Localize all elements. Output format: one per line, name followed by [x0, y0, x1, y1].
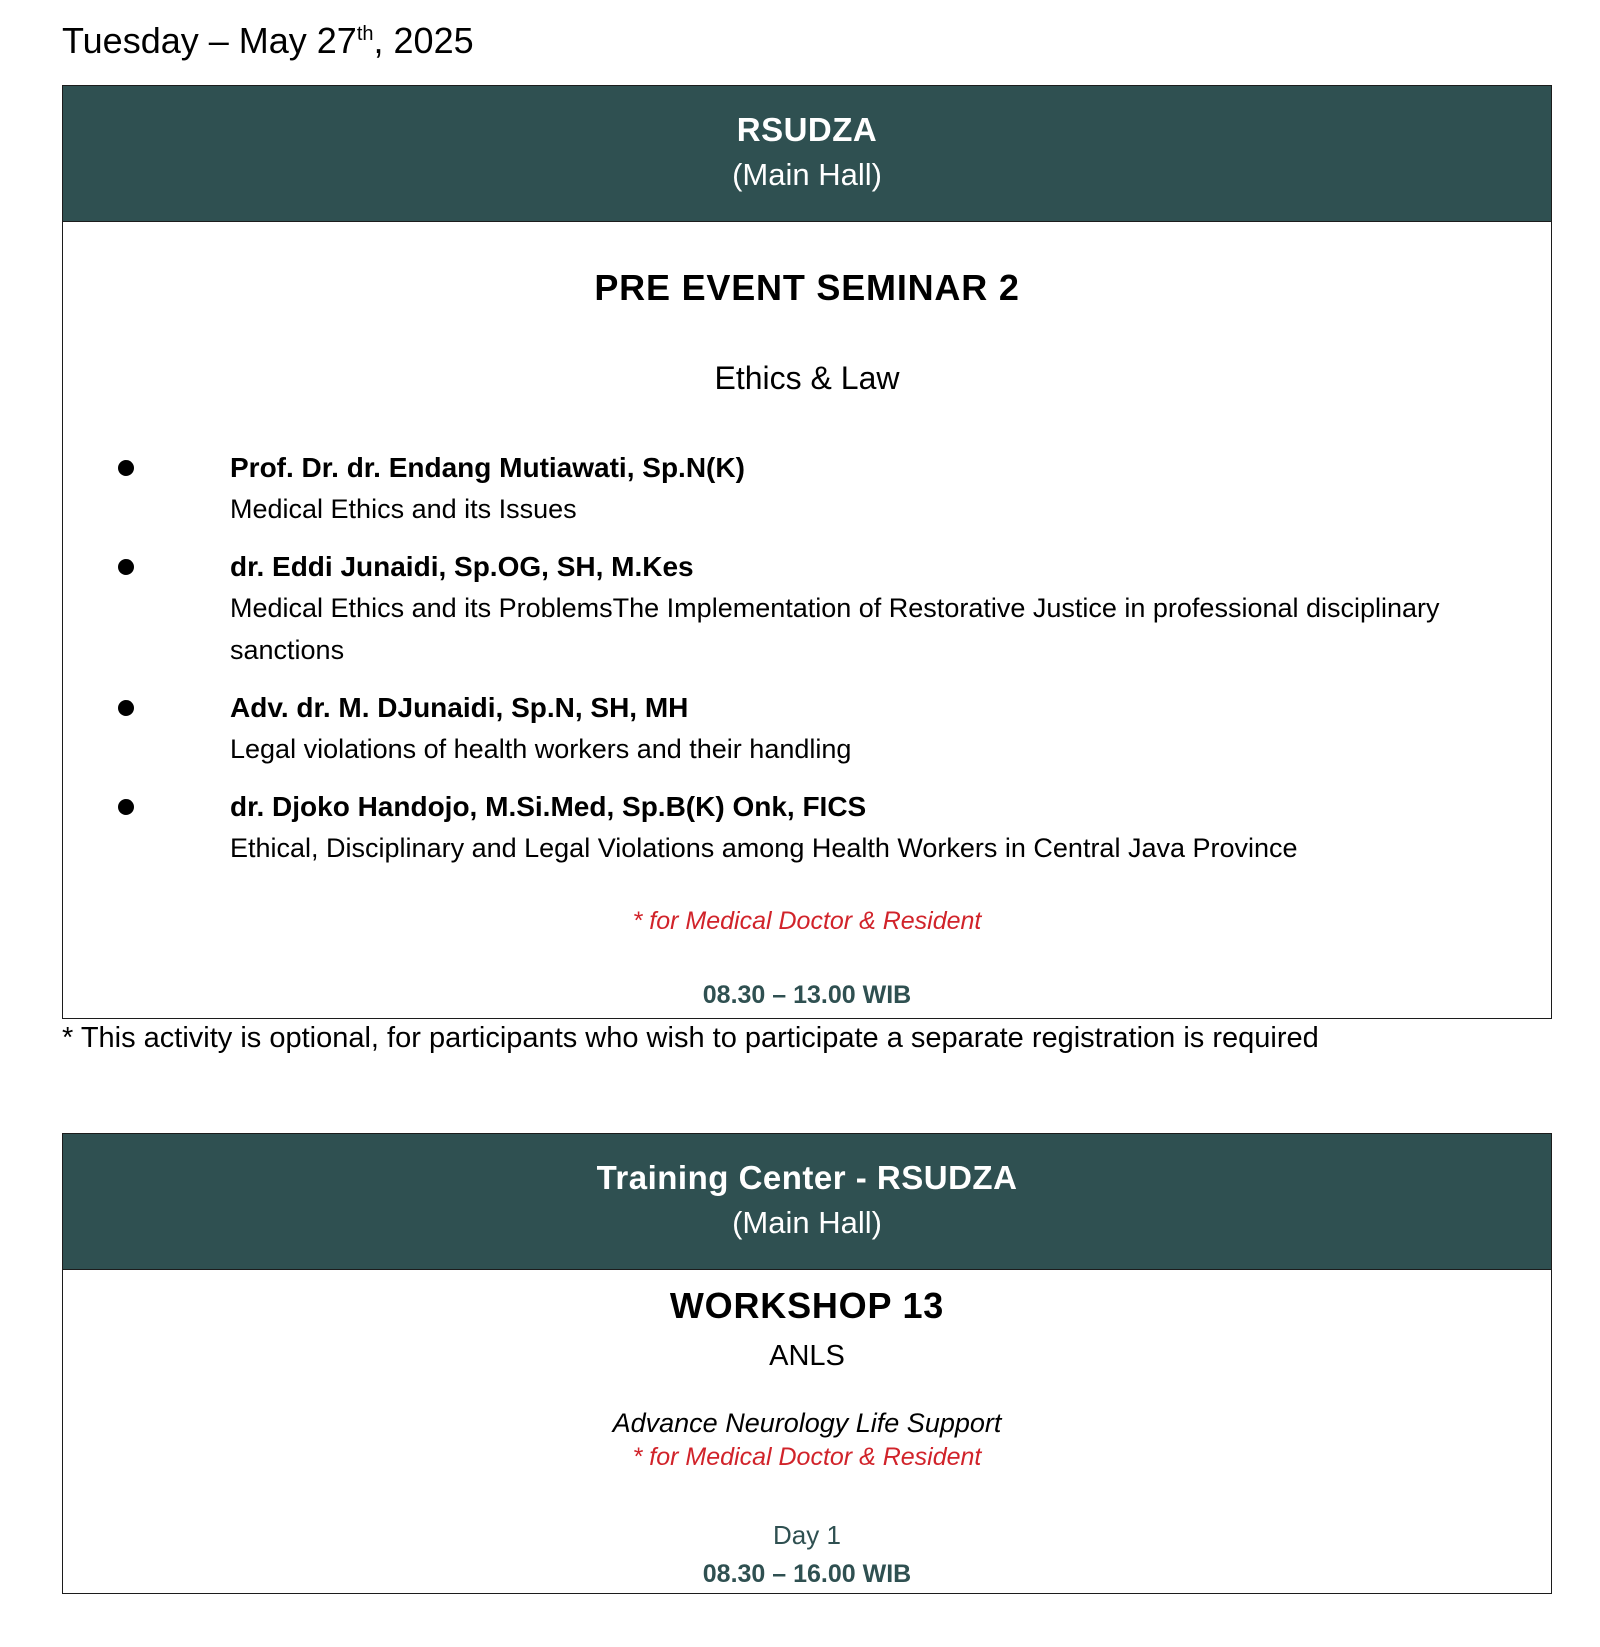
optional-activity-footnote: * This activity is optional, for participants who wish to participate a separate registration is required [62, 1022, 1319, 1054]
date-ordinal-suffix: th [356, 23, 374, 45]
venue-header [63, 1134, 1551, 1270]
session-day: Day 1 [773, 1520, 841, 1550]
event-topic: Ethics & Law [714, 360, 900, 396]
venue-header [63, 86, 1551, 222]
speaker-name: dr. Eddi Junaidi, Sp.OG, SH, M.Kes [230, 551, 694, 582]
bullet-icon [118, 700, 134, 716]
session-time: 08.30 – 16.00 WIB [702, 1560, 912, 1588]
session-time: 08.30 – 13.00 WIB [702, 981, 912, 1009]
list-item [118, 688, 1491, 770]
date-year: , 2025 [373, 20, 474, 61]
event-subtopic: Advance Neurology Life Support [612, 1408, 1002, 1438]
talk-title: Medical Ethics and its Issues [230, 494, 577, 524]
audience-note: * for Medical Doctor & Resident [632, 907, 982, 935]
venue-name: RSUDZA [736, 111, 878, 148]
date-text: Tuesday – May 27 [62, 20, 357, 61]
event-topic: ANLS [769, 1340, 845, 1372]
list-item [118, 787, 1491, 869]
speaker-name: dr. Djoko Handojo, M.Si.Med, Sp.B(K) Onk, FICS [230, 791, 867, 822]
audience-note: * for Medical Doctor & Resident [632, 1443, 982, 1471]
bullet-icon [118, 559, 134, 575]
talk-title: Legal violations of health workers and their handling [230, 734, 852, 764]
list-item [118, 448, 1491, 530]
talk-title: Medical Ethics and its ProblemsThe Implementation of Restorative Justice in professional disciplinary sanctions [230, 593, 1440, 665]
bullet-icon [118, 799, 134, 815]
list-item [118, 547, 1491, 671]
venue-name: Training Center - RSUDZA [596, 1159, 1018, 1196]
venue-room: (Main Hall) [732, 1205, 882, 1240]
speaker-name: Prof. Dr. dr. Endang Mutiawati, Sp.N(K) [230, 452, 745, 483]
session-workshop [62, 1133, 1552, 1594]
event-title: WORKSHOP 13 [669, 1285, 945, 1326]
bullet-icon [118, 460, 134, 476]
speaker-name: Adv. dr. M. DJunaidi, Sp.N, SH, MH [230, 692, 689, 723]
speaker-list [118, 448, 1491, 886]
venue-room: (Main Hall) [732, 157, 882, 192]
session-pre-event-seminar [62, 85, 1552, 1019]
event-title: PRE EVENT SEMINAR 2 [594, 267, 1020, 308]
date-heading [62, 16, 474, 66]
talk-title: Ethical, Disciplinary and Legal Violations among Health Workers in Central Java Province [230, 833, 1298, 863]
